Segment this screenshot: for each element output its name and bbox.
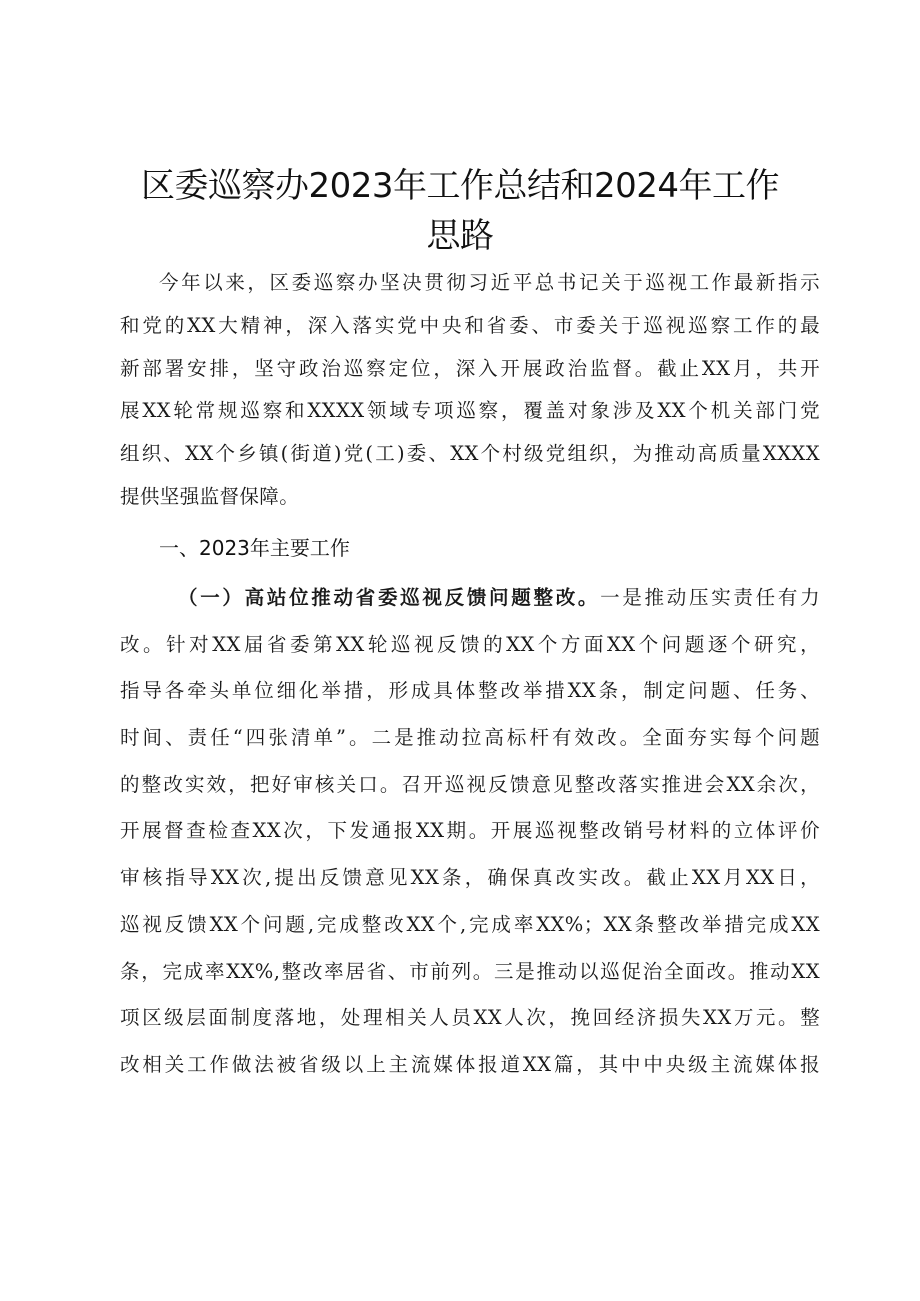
intro-line: 组织、XX个乡镇(街道)党(工)委、XX个村级党组织，为推动高质量XXXX	[120, 442, 820, 466]
section-1-line: 改相关工作做法被省级以上主流媒体报道XX篇，其中中央级主流媒体报	[120, 1052, 820, 1076]
intro-line: 和党的XX大精神，深入落实党中央和省委、市委关于巡视巡察工作的最	[120, 313, 820, 337]
intro-line: 展XX轮常规巡察和XXXX领域专项巡察，覆盖对象涉及XX个机关部门党	[120, 399, 820, 423]
section-1-line: 条，完成率XX%,整改率居省、市前列。三是推动以巡促治全面改。推动XX	[120, 959, 820, 983]
document-title-line-2: 思路	[426, 216, 494, 256]
section-1-paragraph	[120, 575, 820, 1089]
section-1-line: 审核指导XX次,提出反馈意见XX条，确保真改实改。截止XX月XX日，	[120, 866, 820, 890]
section-1-line: 指导各牵头单位细化举措，形成具体整改举措XX条，制定问题、任务、	[120, 679, 820, 703]
section-1-line: 巡视反馈XX个问题,完成整改XX个,完成率XX%；XX条整改举措完成XX	[120, 912, 820, 936]
section-1-line: 时间、责任“四张清单”。二是推动拉高标杆有效改。全面夯实每个问题	[120, 726, 820, 750]
section-1-line: 的整改实效，把好审核关口。召开巡视反馈意见整改落实推进会XX余次，	[120, 772, 820, 796]
section-heading: 一、2023年主要工作	[159, 536, 350, 560]
intro-line: 新部署安排，坚守政治巡察定位，深入开展政治监督。截止XX月，共开	[120, 356, 820, 380]
document-title-line-1: 区委巡察办2023年工作总结和2024年工作	[140, 166, 780, 206]
section-1-line: 项区级层面制度落地，处理相关人员XX人次，挽回经济损失XX万元。整	[120, 1006, 820, 1030]
intro-line: 今年以来，区委巡察办坚决贯彻习近平总书记关于巡视工作最新指示	[159, 271, 820, 294]
section-1-line: 改。针对XX届省委第XX轮巡视反馈的XX个方面XX个问题逐个研究，	[120, 632, 820, 656]
section-1-first-line	[120, 575, 820, 622]
section-1-line: 开展督查检查XX次，下发通报XX期。开展巡视整改销号材料的立体评价	[120, 819, 820, 843]
sub-heading-rest: 一是推动压实责任有力	[600, 586, 820, 609]
intro-line: 提供坚强监督保障。	[120, 484, 300, 508]
sub-heading: （一）高站位推动省委巡视反馈问题整改。	[178, 586, 601, 609]
intro-paragraph	[120, 262, 820, 519]
